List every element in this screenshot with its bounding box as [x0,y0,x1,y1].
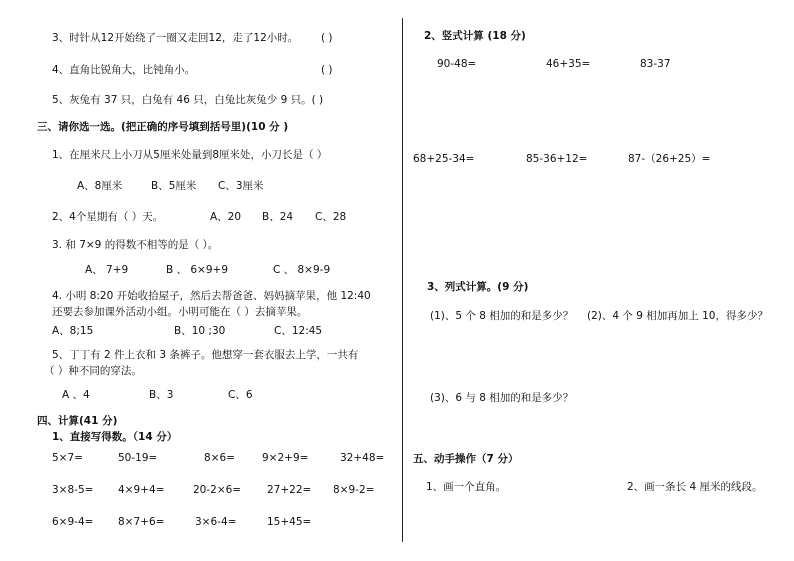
choice-question-3[interactable]: 3. 和 7×9 的得数不相等的是（ ）。 [52,239,219,251]
choice-option: C、3厘米 [218,180,264,192]
vertical-calc-item[interactable]: 68+25-34= [413,153,475,165]
choice-question-5-line2[interactable]: （ ）种不同的穿法。 [44,365,142,377]
judge-question-text: 4、直角比锐角大，比钝角小。 [52,64,196,76]
hands-on-question-2[interactable]: 2、画一条长 4 厘米的线段。 [627,481,763,493]
vertical-calc-item[interactable]: 87-（26+25）= [628,153,711,165]
choice-option: A、 7+9 [85,264,129,276]
calc-item[interactable]: 32+48= [340,452,385,464]
calc-item[interactable]: 27+22= [267,484,312,496]
choice-option: B、10 ;30 [174,325,226,337]
calc-item[interactable]: 9×2+9= [262,452,309,464]
choice-option: A 、4 [62,389,90,401]
calc-item[interactable]: 5×7= [52,452,83,464]
calc-item[interactable]: 6×9-4= [52,516,94,528]
choice-question-1[interactable]: 1、在厘米尺上小刀从5厘米处量到8厘米处，小刀长是（ ） [52,149,328,161]
subsection-title-direct: 1、直接写得数。（14 分） [52,431,178,443]
judge-question-text: 3、时针从12开始绕了一圈又走回12，走了12小时。 [52,32,299,44]
column-divider [402,18,403,542]
choice-question-2[interactable]: 2、4个星期有（ ）天。 [52,211,164,223]
list-calc-question-3[interactable]: (3)、6 与 8 相加的和是多少？ [430,392,574,404]
section-title-list-calc: 3、列式计算。(9 分) [427,281,529,293]
choice-option: B、24 [262,211,294,223]
calc-item[interactable]: 8×9-2= [333,484,375,496]
choice-question-4-line2[interactable]: 还要去参加课外活动小组。小明可能在（ ）去摘苹果。 [52,306,308,318]
section-title-vertical: 2、竖式计算 (18 分) [424,30,526,42]
calc-item[interactable]: 50-19= [118,452,158,464]
choice-option: A、8厘米 [77,180,123,192]
vertical-calc-item[interactable]: 46+35= [546,58,591,70]
choice-option: C 、 8×9-9 [273,264,331,276]
vertical-calc-item[interactable]: 83-37 [640,58,671,70]
list-calc-question-1[interactable]: (1)、5 个 8 相加的和是多少？ [430,310,574,322]
judge-question-text[interactable]: 5、灰兔有 37 只，白兔有 46 只，白兔比灰兔少 9 只。( ) [52,94,324,106]
section-title-hands-on: 五、动手操作（7 分） [413,453,519,465]
answer-paren[interactable]: ( ) [321,32,333,44]
choice-option: C、6 [228,389,253,401]
section-title-choose: 三、请你选一选。(把正确的序号填到括号里)(10 分 ) [37,121,289,133]
calc-item[interactable]: 4×9+4= [118,484,165,496]
hands-on-question-1[interactable]: 1、画一个直角。 [426,481,507,493]
choice-option: A、20 [210,211,242,223]
choice-question-5-line1: 5、丁丁有 2 件上衣和 3 条裤子。他想穿一套衣服去上学，一共有 [52,349,359,361]
choice-option: B、5厘米 [151,180,197,192]
calc-item[interactable]: 3×6-4= [195,516,237,528]
choice-option: B 、 6×9+9 [166,264,229,276]
calc-item[interactable]: 8×6= [204,452,235,464]
choice-question-4-line1: 4. 小明 8:20 开始收拾屋子，然后去帮爸爸、妈妈摘苹果，他 12:40 [52,290,371,302]
calc-item[interactable]: 3×8-5= [52,484,94,496]
choice-option: B、3 [149,389,174,401]
choice-option: C、12:45 [274,325,323,337]
section-title-compute: 四、计算(41 分) [37,415,118,427]
vertical-calc-item[interactable]: 85-36+12= [526,153,588,165]
list-calc-question-2[interactable]: (2)、4 个 9 相加再加上 10，得多少？ [587,310,768,322]
calc-item[interactable]: 8×7+6= [118,516,165,528]
calc-item[interactable]: 15+45= [267,516,312,528]
choice-option: C、28 [315,211,347,223]
vertical-calc-item[interactable]: 90-48= [437,58,477,70]
answer-paren[interactable]: ( ) [321,64,333,76]
calc-item[interactable]: 20-2×6= [193,484,242,496]
choice-option: A、8;15 [52,325,94,337]
